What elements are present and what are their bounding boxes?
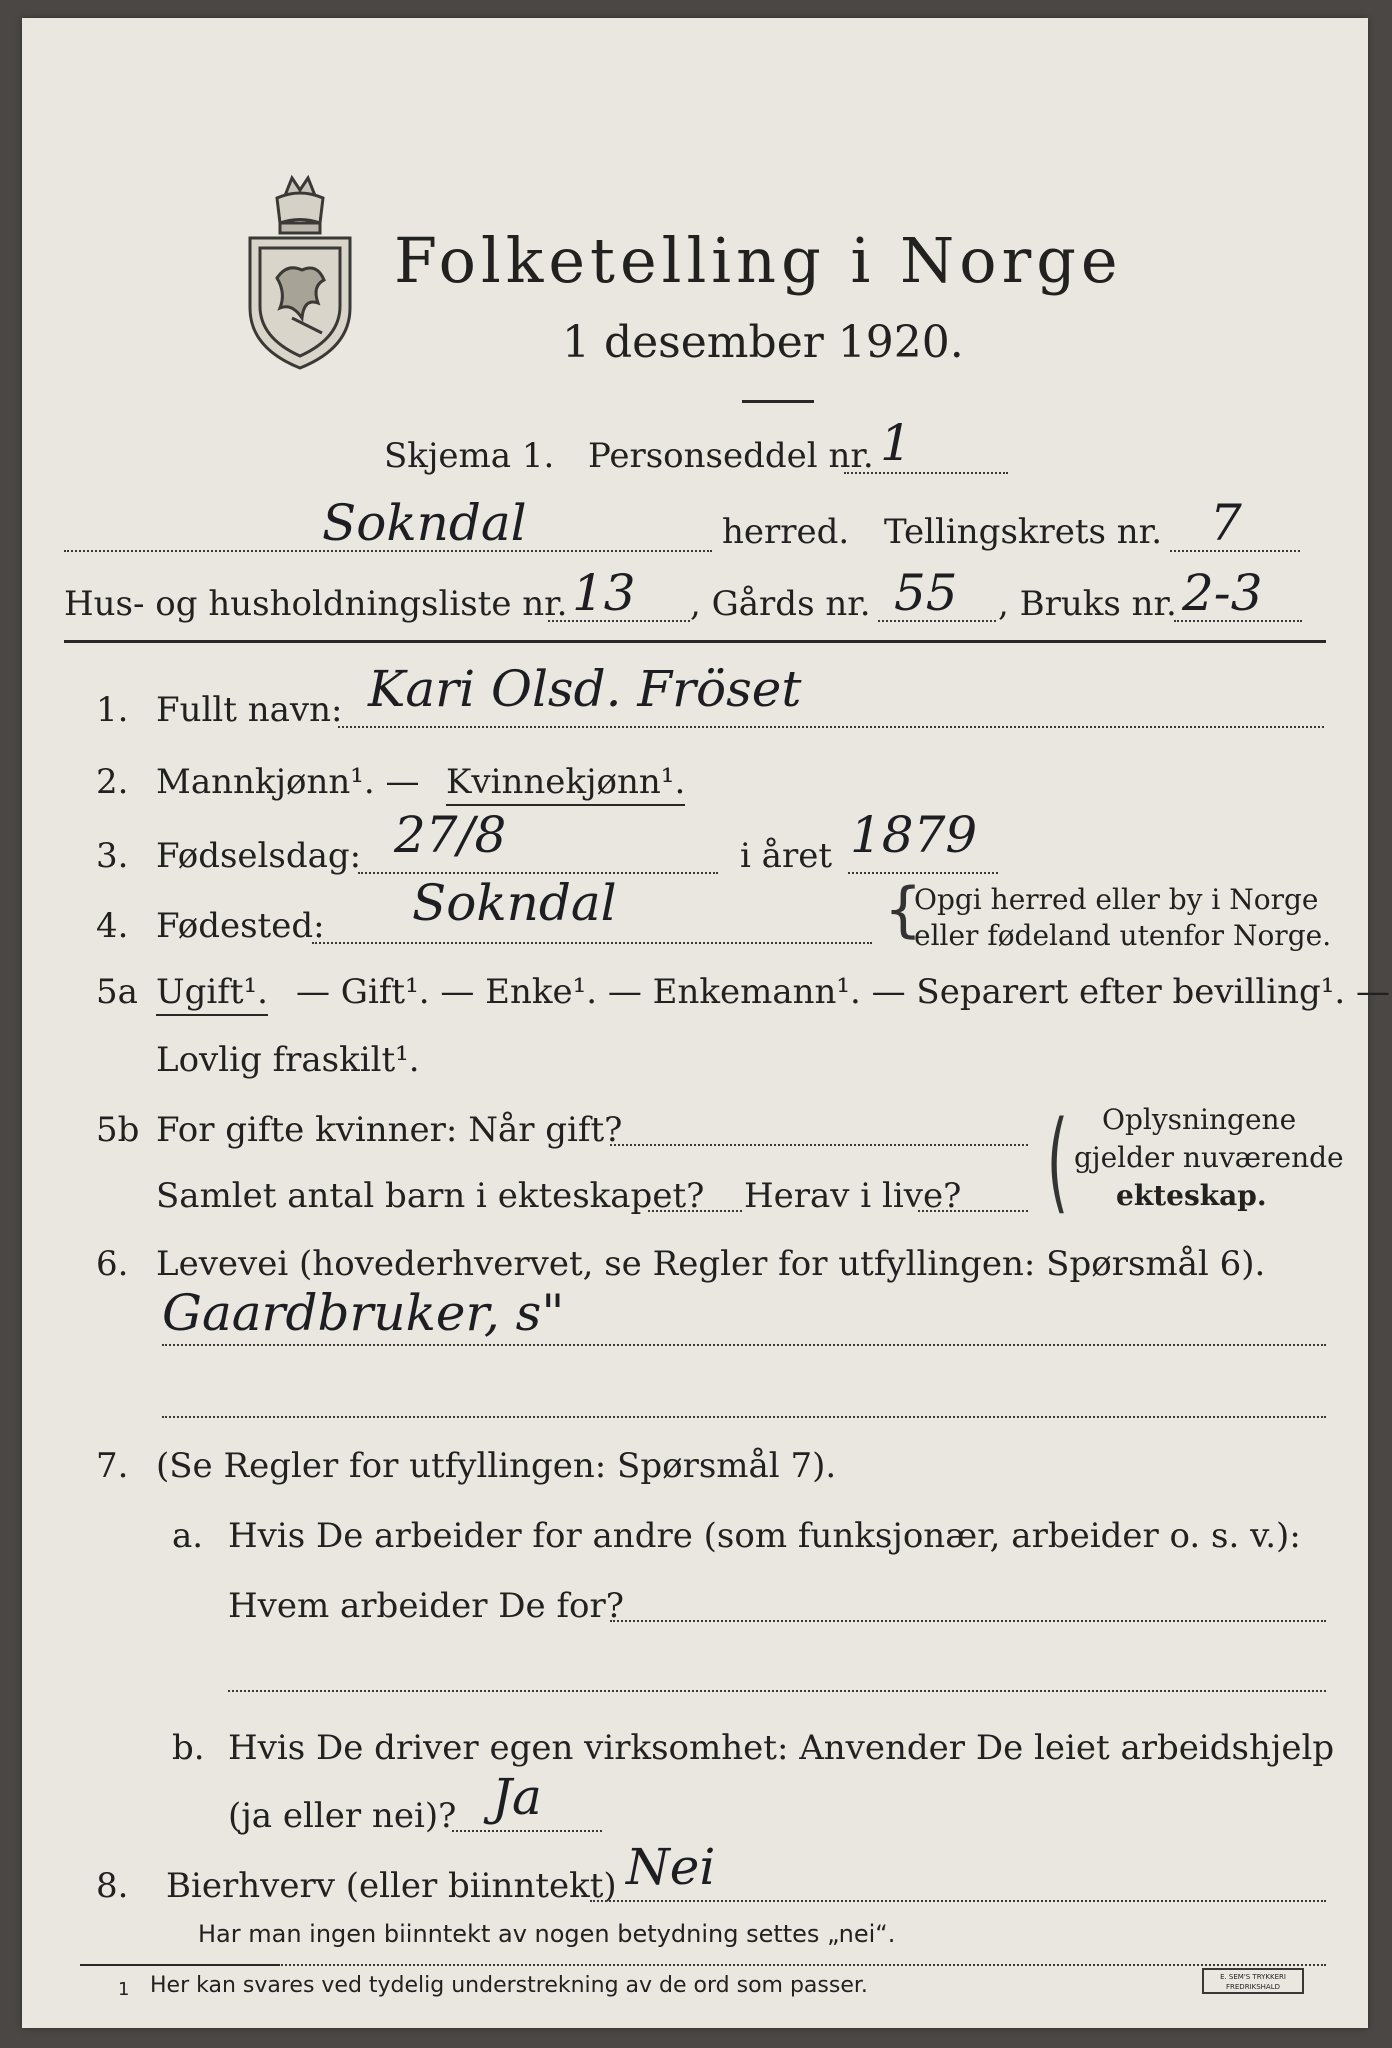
q4-label: Fødested: — [156, 906, 325, 946]
coat-of-arms-icon — [232, 168, 368, 373]
q5b-line-2a: Samlet antal barn i ekteskapet? — [156, 1176, 705, 1216]
q5b-number: 5b — [96, 1110, 140, 1150]
q7b-letter: b. — [172, 1728, 205, 1768]
brace-icon: { — [884, 875, 923, 945]
q5b-note-1: Oplysningene — [1102, 1103, 1297, 1136]
census-date: 1 desember 1920. — [562, 317, 964, 368]
q2-number: 2. — [96, 762, 129, 802]
personseddel-value[interactable]: 1 — [880, 414, 912, 472]
personseddel-label: Personseddel nr. — [588, 436, 874, 476]
husliste-value[interactable]: 13 — [572, 564, 636, 622]
printer-mark: E. SEM'S TRYKKERI FREDRIKSHALD — [1202, 1968, 1304, 1994]
form-title: Folketelling i Norge — [394, 224, 1123, 297]
gards-label: , Gårds nr. — [690, 584, 871, 624]
q8-label: Bierhverv (eller biinntekt) — [166, 1866, 617, 1906]
q3-number: 3. — [96, 836, 129, 876]
q1-number: 1. — [96, 690, 129, 730]
title-divider — [742, 400, 814, 403]
q1-full-name[interactable]: Kari Olsd. Fröset — [368, 660, 802, 718]
q7a-letter: a. — [172, 1516, 204, 1556]
q5a-number: 5a — [96, 972, 138, 1012]
footnote-text: Her kan svares ved tydelig understrekning av de ord som passer. — [150, 1973, 868, 1998]
q6-label: Levevei (hovederhvervet, se Regler for utfyllingen: Spørsmål 6). — [156, 1244, 1266, 1284]
q6-number: 6. — [96, 1244, 129, 1284]
q7-number: 7. — [96, 1446, 129, 1486]
q3-label: Fødselsdag: — [156, 836, 362, 876]
q3-year-label: i året — [740, 836, 832, 876]
q8-answer[interactable]: Nei — [626, 1838, 716, 1896]
q4-note-1: Opgi herred eller by i Norge — [914, 883, 1319, 916]
q7b-line-2: (ja eller nei)? — [228, 1796, 457, 1836]
q2-female-underlined[interactable]: Kvinnekjønn¹. — [446, 762, 685, 806]
footnote-rule — [80, 1964, 280, 1966]
q5a-options: — Gift¹. — Enke¹. — Enkemann¹. — Separert efter bevilling¹. — — [296, 972, 1391, 1012]
census-form — [22, 18, 1391, 2028]
skjema-label: Skjema 1. — [384, 436, 555, 476]
q6-occupation[interactable]: Gaardbruker, s" — [162, 1284, 565, 1342]
herred-value[interactable]: Sokndal — [322, 494, 527, 552]
paren-icon: ( — [1046, 1097, 1069, 1225]
footnote-number: 1 — [118, 1979, 130, 2000]
gards-value[interactable]: 55 — [894, 564, 958, 622]
bruks-value[interactable]: 2-3 — [1182, 564, 1263, 622]
q5b-line-1: For gifte kvinner: Når gift? — [156, 1110, 623, 1150]
q5b-line-2b: Herav i live? — [744, 1176, 962, 1216]
husliste-label: Hus- og husholdningsliste nr. — [64, 584, 568, 624]
footer-note: Har man ingen biinntekt av nogen betydning settes „nei“. — [198, 1920, 896, 1948]
q3-birth-year[interactable]: 1879 — [850, 806, 978, 864]
q5b-note-2: gjelder nuværende — [1074, 1141, 1344, 1174]
q2-male: Mannkjønn¹. — — [156, 762, 420, 802]
q4-number: 4. — [96, 906, 129, 946]
tellingskrets-label: Tellingskrets nr. — [884, 512, 1163, 552]
tellingskrets-value[interactable]: 7 — [1210, 494, 1242, 552]
q5a-fraskilt: Lovlig fraskilt¹. — [156, 1040, 420, 1080]
herred-label: herred. — [722, 512, 850, 552]
q7b-line-1: Hvis De driver egen virksomhet: Anvender De leiet arbeidshjelp — [228, 1728, 1335, 1768]
header-rule — [64, 640, 1326, 643]
q4-birthplace[interactable]: Sokndal — [412, 874, 617, 932]
q7a-line-2: Hvem arbeider De for? — [228, 1586, 624, 1626]
q1-label: Fullt navn: — [156, 690, 343, 730]
q5a-ugift-underlined[interactable]: Ugift¹. — [156, 972, 268, 1016]
q5b-note-3: ekteskap. — [1116, 1179, 1267, 1212]
q8-number: 8. — [96, 1866, 129, 1906]
bruks-label: , Bruks nr. — [998, 584, 1177, 624]
q7b-answer[interactable]: Ja — [492, 1768, 542, 1826]
q3-birth-day[interactable]: 27/8 — [394, 806, 507, 864]
q7a-line-1: Hvis De arbeider for andre (som funksjonær, arbeider o. s. v.): — [228, 1516, 1301, 1556]
q4-note-2: eller fødeland utenfor Norge. — [914, 919, 1332, 952]
q7-label: (Se Regler for utfyllingen: Spørsmål 7). — [156, 1446, 837, 1486]
